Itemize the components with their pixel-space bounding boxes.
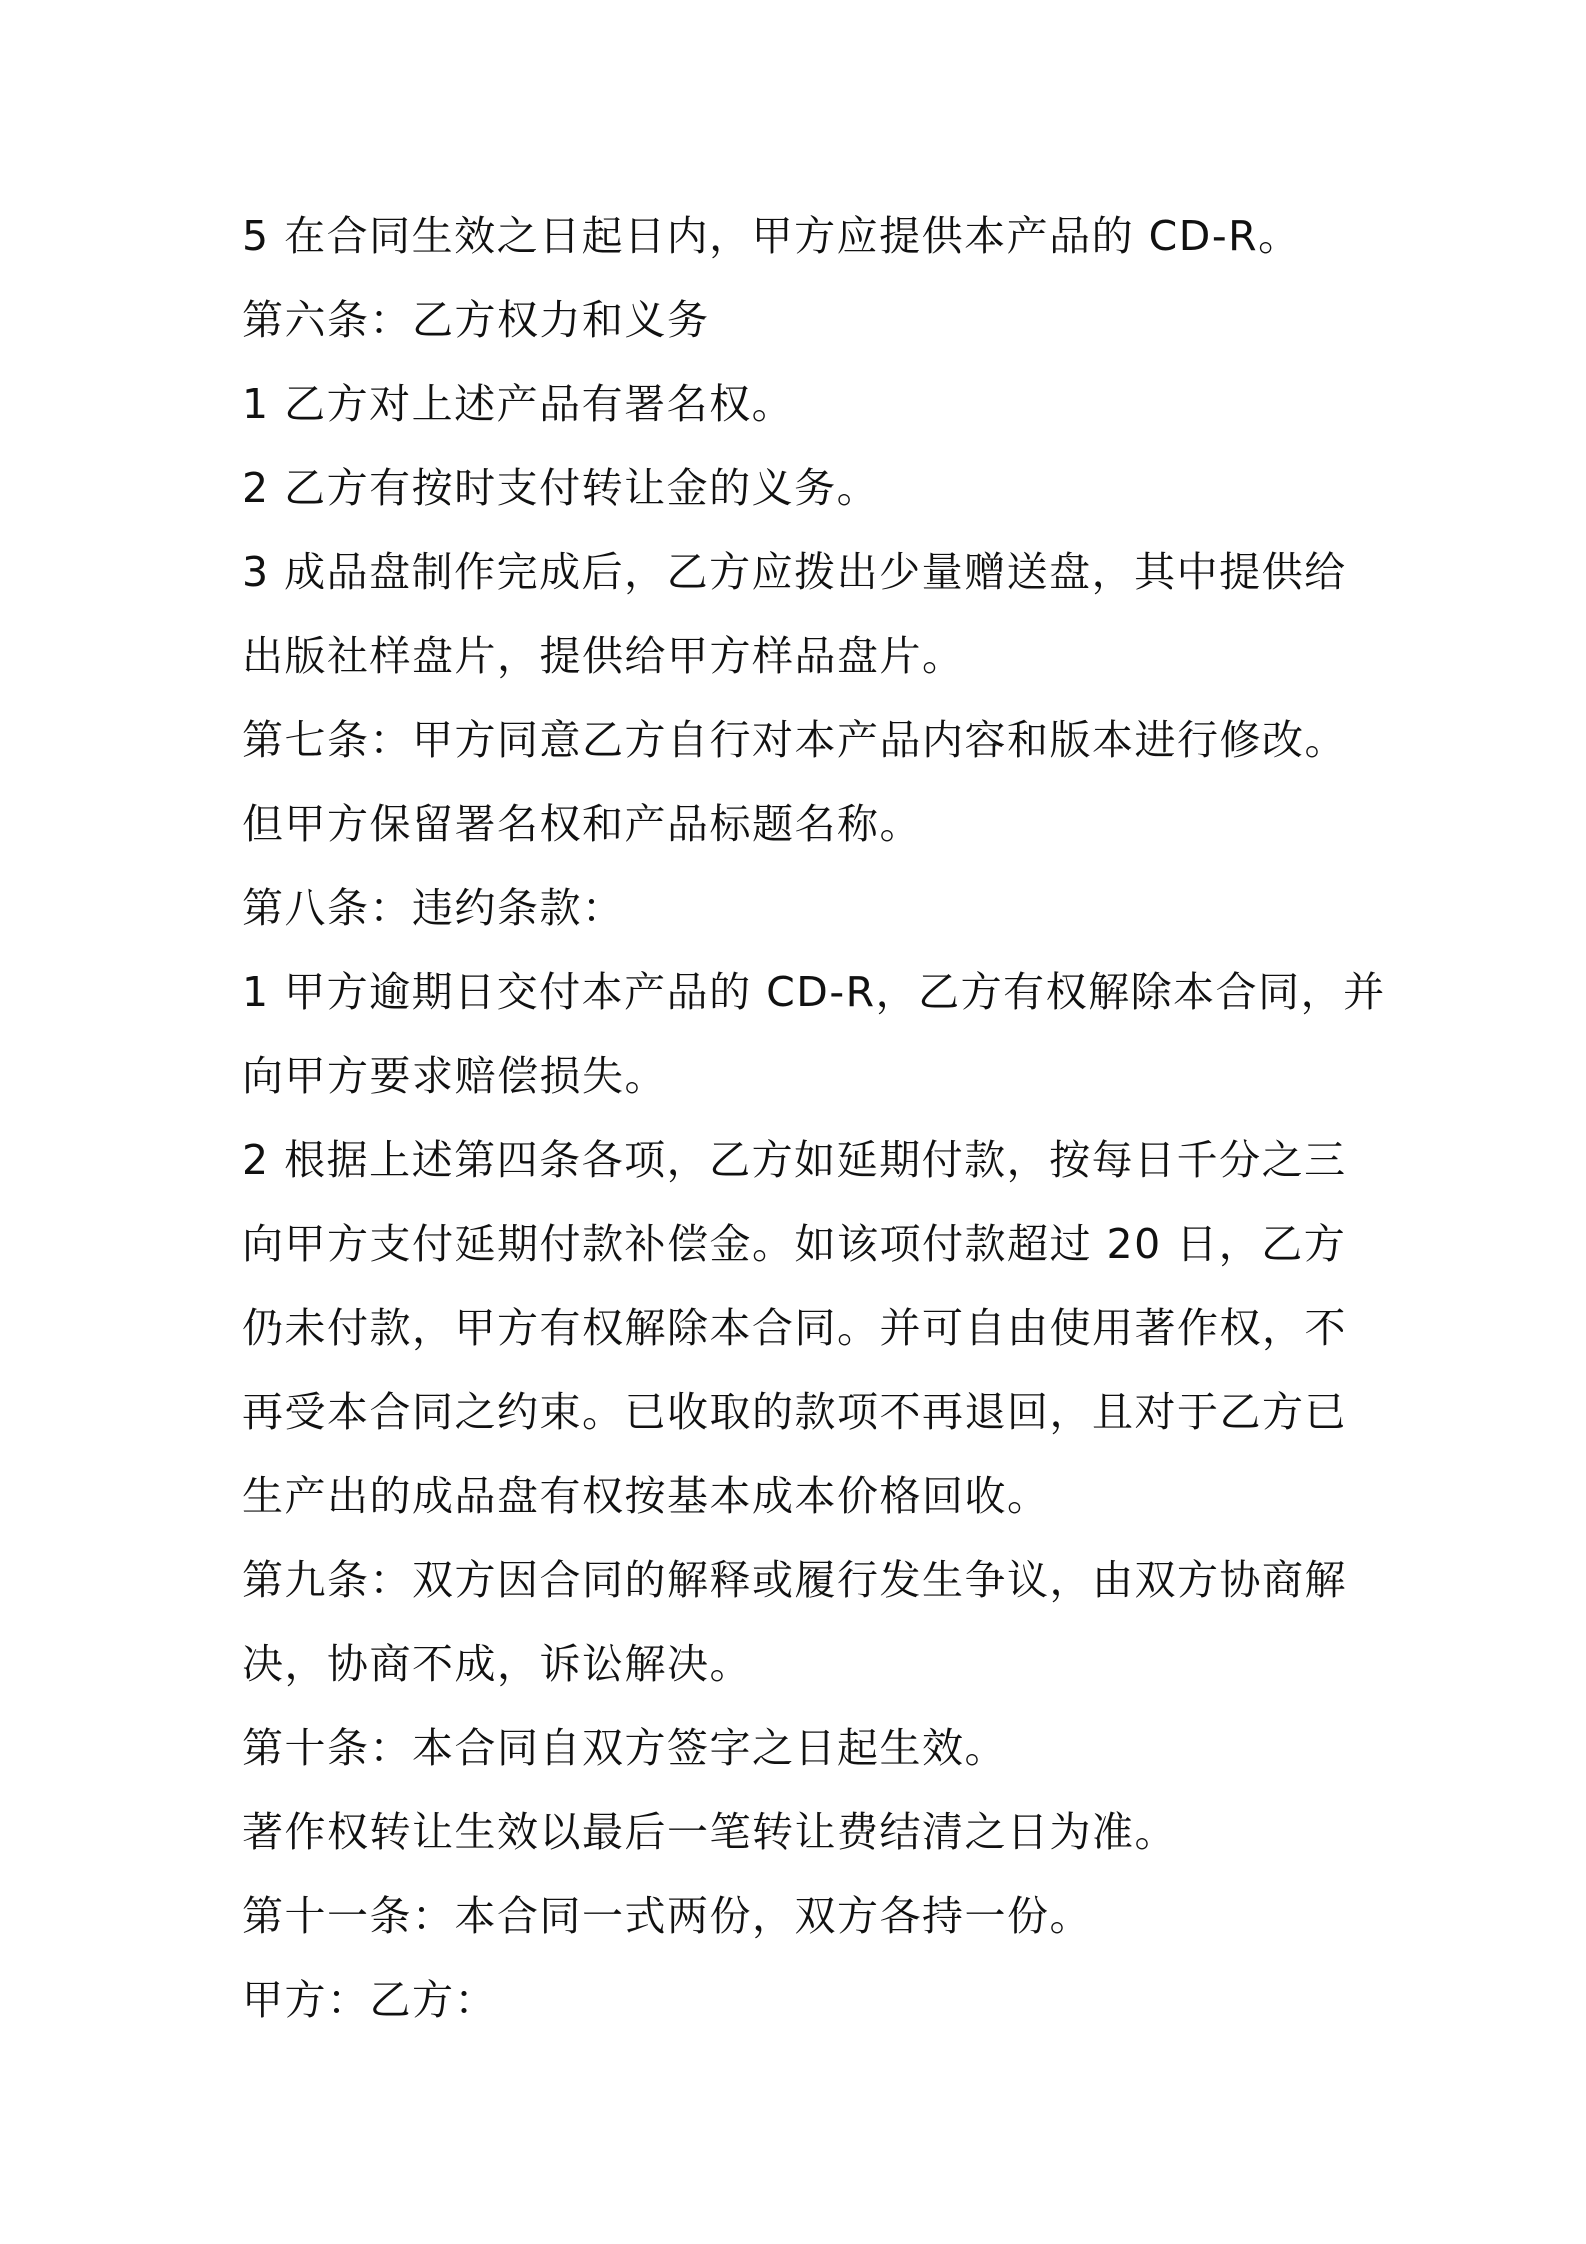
article-8-item-2-line-5: 生产出的成品盘有权按基本成本价格回收。: [242, 1472, 1050, 1520]
article-10-line-1: 第十条：本合同自双方签字之日起生效。: [242, 1724, 1007, 1772]
article-8-item-2-line-4: 再受本合同之约束。已收取的款项不再退回，且对于乙方已: [242, 1388, 1347, 1436]
article-8-item-2-line-2: 向甲方支付延期付款补偿金。如该项付款超过 20 日，乙方: [242, 1220, 1347, 1268]
signature-parties-line: 甲方：乙方：: [242, 1976, 497, 2024]
article-6-item-1: 1 乙方对上述产品有署名权。: [242, 380, 795, 428]
article-6-item-3-line-1: 3 成品盘制作完成后，乙方应拨出少量赠送盘，其中提供给: [242, 548, 1347, 596]
article-7-line-1: 第七条：甲方同意乙方自行对本产品内容和版本进行修改。: [242, 716, 1347, 764]
article-6-item-3-line-2: 出版社样盘片，提供给甲方样品盘片。: [242, 632, 965, 680]
article-8-item-2-line-1: 2 根据上述第四条各项，乙方如延期付款，按每日千分之三: [242, 1136, 1347, 1184]
article-8-heading: 第八条：违约条款：: [242, 884, 625, 932]
contract-text-body: [242, 194, 1386, 2042]
article-11-line: 第十一条：本合同一式两份，双方各持一份。: [242, 1892, 1092, 1940]
article-6-item-2: 2 乙方有按时支付转让金的义务。: [242, 464, 880, 512]
article-8-item-1-line-2: 向甲方要求赔偿损失。: [242, 1052, 667, 1100]
article-6-heading: 第六条：乙方权力和义务: [242, 296, 710, 344]
article-8-item-1-line-1: 1 甲方逾期日交付本产品的 CD-R，乙方有权解除本合同，并: [242, 968, 1386, 1016]
article-9-line-1: 第九条：双方因合同的解释或履行发生争议，由双方协商解: [242, 1556, 1347, 1604]
clause-5-paragraph: 5 在合同生效之日起日内，甲方应提供本产品的 CD-R。: [242, 212, 1301, 260]
article-10-line-2: 著作权转让生效以最后一笔转让费结清之日为准。: [242, 1808, 1177, 1856]
article-9-line-2: 决，协商不成，诉讼解决。: [242, 1640, 752, 1688]
article-7-line-2: 但甲方保留署名权和产品标题名称。: [242, 800, 922, 848]
article-8-item-2-line-3: 仍未付款，甲方有权解除本合同。并可自由使用著作权，不: [242, 1304, 1347, 1352]
